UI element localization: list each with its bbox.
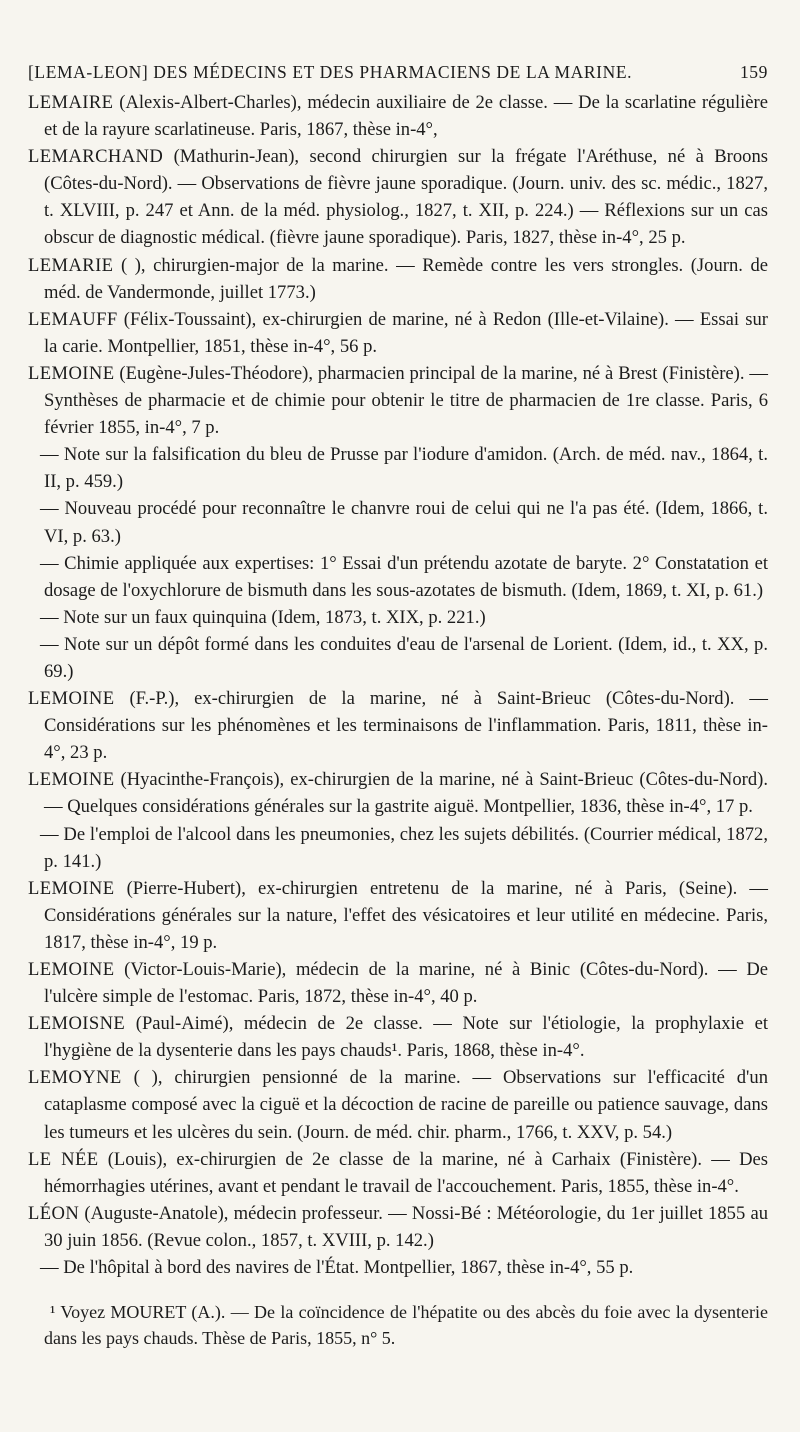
author-name: LEMOINE	[28, 959, 115, 980]
entry-text: (Louis), ex-chirurgien de 2e classe de la marine, né à Carhaix (Finistère). — Des hémorrhagies utérines, avant et pendant le travail de l'accouchement. Paris, 1855, thèse in-4°.	[44, 1148, 768, 1197]
entry-text: (Mathurin-Jean), second chirurgien sur la frégate l'Aréthuse, né à Broons (Côtes-du-Nord). — Observations de fièvre jaune sporadique. (Journ. univ. des sc. médic., 1827, t. XLVIII, p. 247 et Ann. de la méd. physiolog., 1827, t. XII, p. 224.) — Réflexions sur un cas obscur de diagnostic médical. (fièvre jaune sporadique). Paris, 1827, thèse in-4°, 25 p.	[44, 146, 768, 249]
author-name: LEMARCHAND	[28, 146, 164, 168]
bibliography-entry	[28, 89, 768, 143]
bibliography-entry	[28, 1064, 768, 1145]
entry-text: (Paul-Aimé), médecin de 2e classe. — Note sur l'étiologie, la prophylaxie et l'hygiène de la dysenterie dans les pays chauds¹. Paris, 1868, thèse in-4°.	[44, 1013, 768, 1062]
author-name: LEMOINE	[28, 877, 115, 899]
entry-text: ( ), chirurgien pensionné de la marine. — Observations sur l'efficacité d'un cataplasme composé avec la ciguë et la décoction de racine de pareille ou patience sauvage, dans les tumeurs et les ulcères du sein. (Journ. de méd. chir. pharm., 1766, t. XXV, p. 54.)	[44, 1067, 768, 1143]
running-title: [LEMA-LEON] DES MÉDECINS ET DES PHARMACIENS DE LA MARINE.	[28, 62, 633, 82]
entry-text: (Auguste-Anatole), médecin professeur. — Nossi-Bé : Météorologie, du 1er juillet 1855 au 30 juin 1856. (Revue colon., 1857, t. XVIII, p. 142.)	[44, 1202, 768, 1251]
bibliography-entry	[28, 956, 768, 1010]
author-name: LEMOISNE	[28, 1013, 126, 1035]
entry-text: (F.-P.), ex-chirurgien de la marine, né à Saint-Brieuc (Côtes-du-Nord). — Considérations sur les phénomènes et les terminaisons de l'inflammation. Paris, 1811, thèse in-4°, 23 p.	[44, 688, 768, 764]
author-name: LE NÉE	[28, 1148, 99, 1170]
footnote: ¹ Voyez MOURET (A.). — De la coïncidence de l'hépatite ou des abcès du foie avec la dysenterie dans les pays chauds. Thèse de Paris, 1855, n° 5.	[44, 1302, 768, 1349]
sub-entry	[28, 495, 768, 549]
entry-text: — Note sur un dépôt formé dans les conduites d'eau de l'arsenal de Lorient. (Idem, id., t. XX, p. 69.)	[40, 633, 768, 682]
sub-entry	[28, 631, 768, 685]
author-name: LEMOINE	[28, 688, 115, 710]
author-name: LEMARIE	[28, 254, 114, 276]
bibliography-entry	[28, 306, 768, 360]
sub-entry	[28, 821, 768, 875]
entry-text: (Pierre-Hubert), ex-chirurgien entretenu de la marine, né à Paris, (Seine). — Considérations générales sur la nature, l'effet des vésicatoires et leur utilité en médecine. Paris, 1817, thèse in-4°, 19 p.	[44, 877, 768, 953]
entry-text: — Nouveau procédé pour reconnaître le chanvre roui de celui qui ne l'a pas été. (Idem, 1866, t. VI, p. 63.)	[40, 498, 768, 547]
bibliography-entry	[28, 766, 768, 820]
author-name: LEMOINE	[28, 769, 115, 791]
bibliography-entry	[28, 1146, 768, 1200]
bibliography-entry	[28, 252, 768, 306]
sub-entry	[28, 441, 768, 495]
sub-entry	[28, 550, 768, 604]
entry-text: (Eugène-Jules-Théodore), pharmacien principal de la marine, né à Brest (Finistère). — Synthèses de pharmacie et de chimie pour obtenir le titre de pharmacien de 1re classe. Paris, 6 février 1855, in-4°, 7 p.	[44, 362, 768, 439]
author-name: LEMAIRE	[28, 92, 114, 113]
footnotes	[28, 1299, 768, 1351]
entry-text: ( ), chirurgien-major de la marine. — Remède contre les vers strongles. (Journ. de méd. de Vandermonde, juillet 1773.)	[44, 254, 768, 303]
author-name: LEMAUFF	[28, 308, 118, 330]
sub-entry	[28, 604, 768, 631]
entry-text: (Alexis-Albert-Charles), médecin auxiliaire de 2e classe. — De la scarlatine régulière et de la rayure scarlatineuse. Paris, 1867, thèse in-4°,	[44, 92, 768, 141]
entry-text: (Hyacinthe-François), ex-chirurgien de la marine, né à Saint-Brieuc (Côtes-du-Nord). — Quelques considérations générales sur la gastrite aiguë. Montpellier, 1836, thèse in-4°, 17 p.	[44, 769, 768, 818]
author-name: LEMOINE	[28, 362, 115, 384]
page-number: 159	[739, 62, 768, 82]
entry-text: — Chimie appliquée aux expertises: 1° Essai d'un prétendu azotate de baryte. 2° Constatation et dosage de l'oxychlorure de bismuth dans les sous-azotates de bismuth. (Idem, 1869, t. XI, p. 61.)	[40, 552, 768, 601]
bibliography-entry	[28, 875, 768, 956]
bibliography-entry	[28, 360, 768, 441]
bibliography-entry	[28, 143, 768, 251]
entry-text: — Note sur la falsification du bleu de Prusse par l'iodure d'amidon. (Arch. de méd. nav., 1864, t. II, p. 459.)	[40, 444, 768, 493]
author-name: LEMOYNE	[28, 1067, 122, 1089]
bibliography-entries	[28, 89, 768, 1281]
entry-text: — Note sur un faux quinquina (Idem, 1873, t. XIX, p. 221.)	[40, 606, 486, 628]
running-header	[28, 62, 768, 83]
entry-text: (Félix-Toussaint), ex-chirurgien de marine, né à Redon (Ille-et-Vilaine). — Essai sur la carie. Montpellier, 1851, thèse in-4°, 56 p.	[44, 308, 768, 357]
sub-entry	[28, 1254, 768, 1281]
bibliography-entry	[28, 1200, 768, 1254]
bibliography-entry	[28, 1010, 768, 1064]
author-name: LÉON	[28, 1202, 80, 1224]
bibliography-entry	[28, 685, 768, 766]
entry-text: (Victor-Louis-Marie), médecin de la marine, né à Binic (Côtes-du-Nord). — De l'ulcère simple de l'estomac. Paris, 1872, thèse in-4°, 40 p.	[44, 959, 768, 1008]
entry-text: — De l'emploi de l'alcool dans les pneumonies, chez les sujets débilités. (Courrier médical, 1872, p. 141.)	[40, 823, 768, 872]
entry-text: — De l'hôpital à bord des navires de l'État. Montpellier, 1867, thèse in-4°, 55 p.	[40, 1257, 634, 1279]
